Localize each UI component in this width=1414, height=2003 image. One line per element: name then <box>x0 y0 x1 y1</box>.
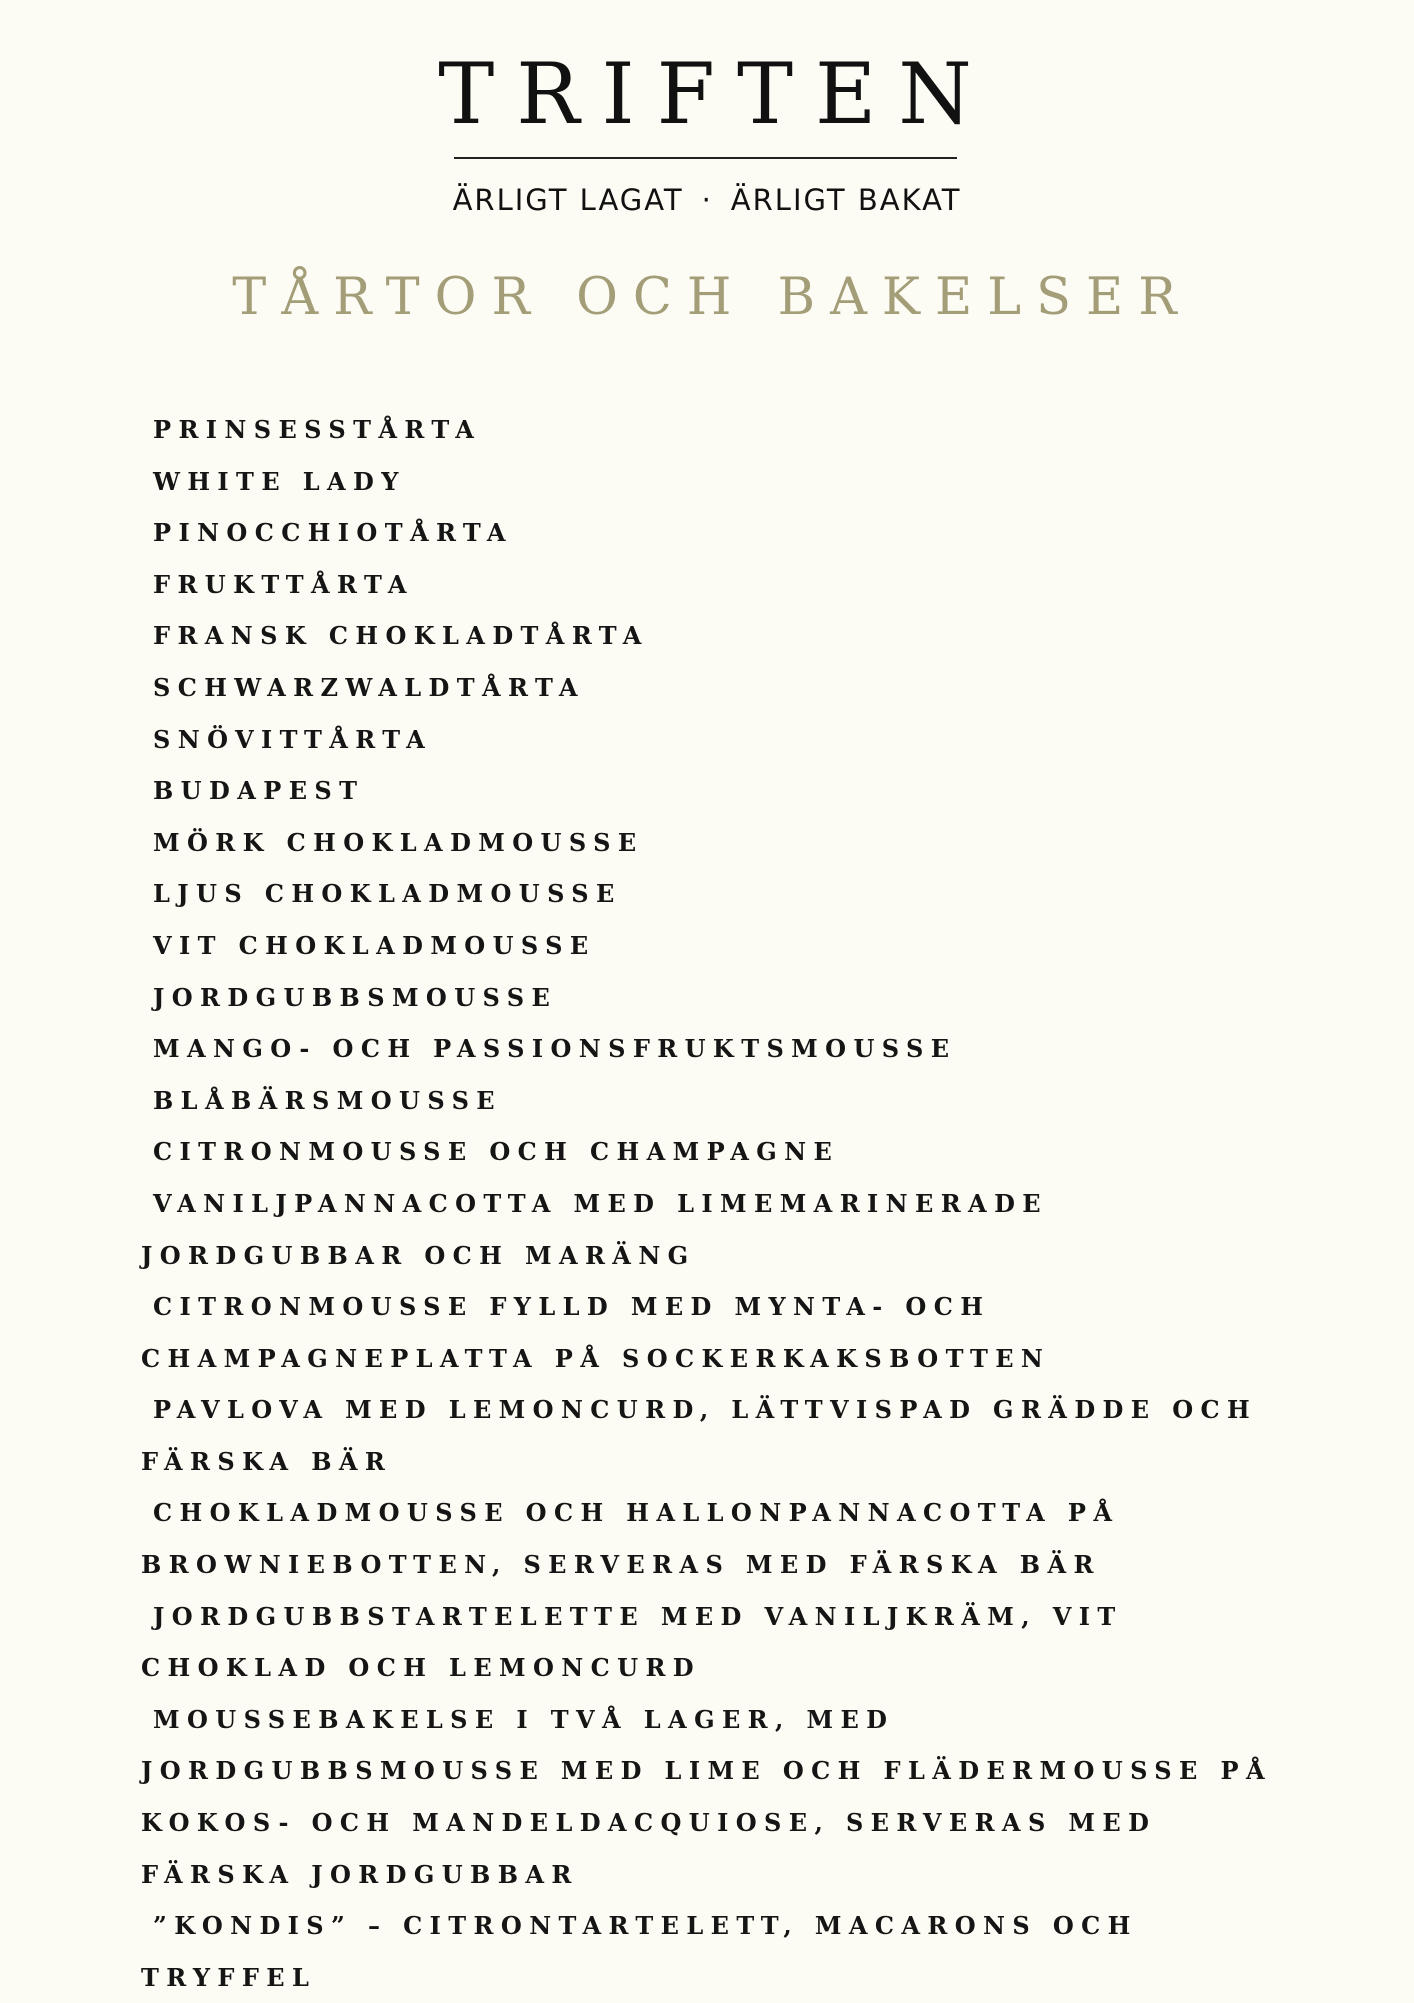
menu-item: SNÖVITTÅRTA <box>153 724 433 754</box>
section-title: TÅRTOR OCH BAKELSER <box>232 268 1192 327</box>
menu-item: PRINSESSTÅRTA <box>153 415 482 444</box>
menu-item: PINOCCHIOTÅRTA <box>153 518 513 548</box>
menu-item: CHOKLADMOUSSE OCH HALLONPANNACOTTA PÅ BROWNIEBOTTEN, SERVERAS MED FÄRSKA BÄR <box>141 1498 1120 1580</box>
menu-item: JORDGUBBSTARTELETTE MED VANILJKRÄM, VIT CHOKLAD OCH LEMONCURD <box>141 1601 1123 1683</box>
brand-logo-text: TRIFTEN <box>438 45 994 143</box>
menu-item: JORDGUBBSMOUSSE <box>153 982 558 1012</box>
tagline-left: ÄRLIGT LAGAT <box>452 183 684 217</box>
menu-item: FRUKTTÅRTA <box>153 569 414 599</box>
brand-divider <box>454 157 957 159</box>
menu-item: BLÅBÄRSMOUSSE <box>153 1085 502 1115</box>
menu-item: VANILJPANNACOTTA MED LIMEMARINERADE JORDGUBBAR OCH MARÄNG <box>141 1188 1048 1270</box>
menu-item: ”KONDIS” – CITRONTARTELETT, MACARONS OCH TRYFFEL <box>141 1911 1138 1992</box>
menu-item: CITRONMOUSSE OCH CHAMPAGNE <box>153 1137 840 1167</box>
menu-item: BUDAPEST <box>153 776 365 806</box>
menu-item: FRANSK CHOKLADTÅRTA <box>153 621 649 651</box>
menu-item: WHITE LADY <box>153 466 406 496</box>
menu-item: SCHWARZWALDTÅRTA <box>153 672 585 702</box>
menu-item: VIT CHOKLADMOUSSE <box>153 930 596 960</box>
menu-item: MANGO- OCH PASSIONSFRUKTSMOUSSE <box>153 1034 957 1064</box>
tagline-right: ÄRLIGT BAKAT <box>730 183 962 217</box>
menu-item: MOUSSEBAKELSE I TVÅ LAGER, MED JORDGUBBSMOUSSE MED LIME OCH FLÄDERMOUSSE PÅ KOKOS- OCH MANDELDACQUIOSE, SERVERAS MED FÄRSKA JORDGUBBAR <box>141 1704 1272 1889</box>
menu-item: CITRONMOUSSE FYLLD MED MYNTA- OCH CHAMPAGNEPLATTA PÅ SOCKERKAKSBOTTEN <box>141 1292 1051 1373</box>
menu-list <box>141 404 1291 2003</box>
tagline <box>0 183 1414 217</box>
tagline-separator: · <box>701 183 713 217</box>
menu-item: LJUS CHOKLADMOUSSE <box>153 879 622 909</box>
menu-item: MÖRK CHOKLADMOUSSE <box>153 827 644 857</box>
menu-item: PAVLOVA MED LEMONCURD, LÄTTVISPAD GRÄDDE OCH FÄRSKA BÄR <box>141 1395 1258 1476</box>
